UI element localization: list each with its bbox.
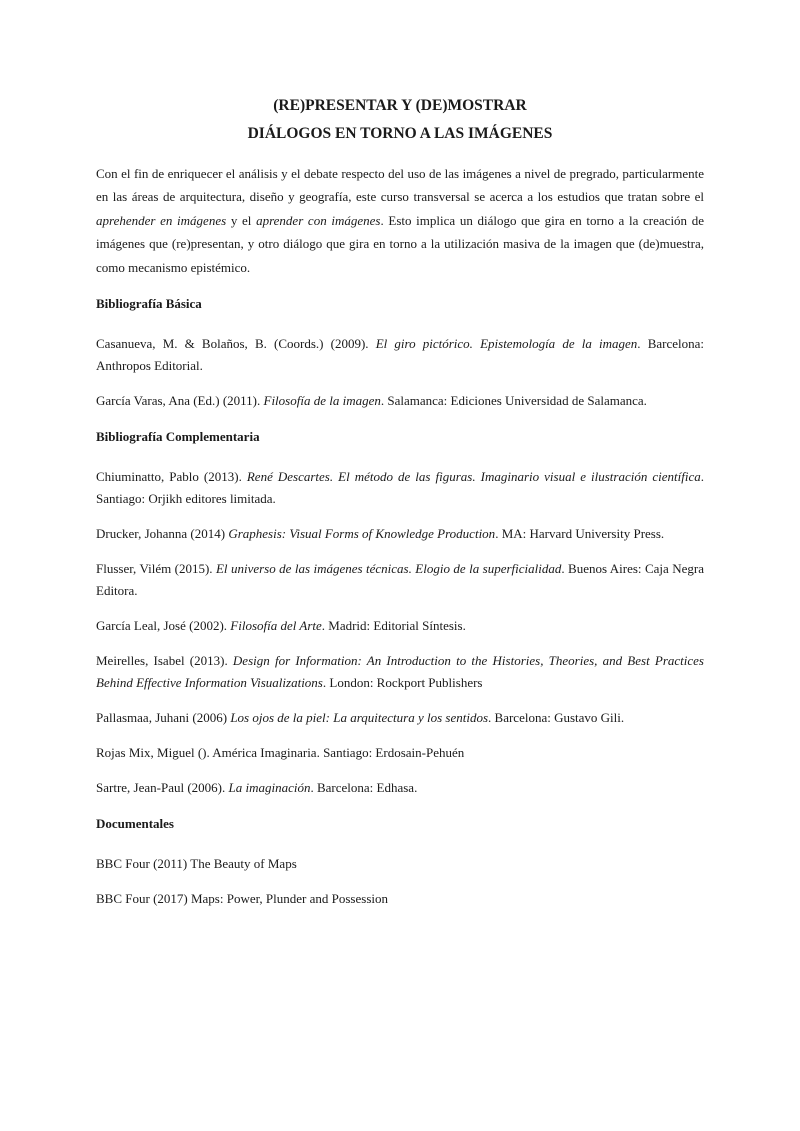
- ref-publisher: . Barcelona: Edhasa.: [310, 780, 418, 796]
- intro-text-1: Con el fin de enriquecer el análisis y el debate respecto del uso de las imágenes a nivel de pregrado, particularmente en las áreas de arquitectura, diseño y geografía, este curso transversal se acerca a los estudios que tratan sobre el: [96, 166, 704, 205]
- basic-ref: [96, 390, 704, 412]
- complementary-ref: [96, 777, 704, 799]
- intro-text-2: y el: [226, 212, 257, 228]
- ref-title: La imaginación: [228, 780, 311, 796]
- basic-ref: [96, 333, 704, 377]
- ref-publisher: . Madrid: Editorial Síntesis.: [321, 618, 466, 634]
- ref-publisher: . Santiago: Orjikh editores limitada.: [96, 469, 704, 507]
- complementary-ref: [96, 466, 704, 510]
- document-page: [96, 92, 704, 910]
- ref-title: Los ojos de la piel: La arquitectura y los sentidos: [230, 710, 489, 726]
- ref-author: Sartre, Jean-Paul (2006).: [96, 780, 229, 796]
- documentary-item: BBC Four (2011) The Beauty of Maps: [96, 856, 297, 872]
- document-title-line-1: (RE)PRESENTAR Y (DE)MOSTRAR: [273, 97, 527, 114]
- ref-publisher: . MA: Harvard University Press.: [495, 526, 665, 542]
- intro-italic-2: aprender con imágenes: [256, 212, 381, 228]
- complementary-ref: [96, 523, 704, 545]
- ref-title: René Descartes. El método de las figuras. Imaginario visual e ilustración científica: [246, 469, 701, 485]
- ref-title: El giro pictórico. Epistemología de la imagen: [375, 336, 638, 352]
- complementary-ref: [96, 615, 704, 637]
- ref-author: García Varas, Ana (Ed.) (2011).: [96, 393, 264, 409]
- ref-publisher: . Barcelona: Gustavo Gili.: [488, 710, 625, 726]
- ref-publisher: . Barcelona: Anthropos Editorial.: [96, 336, 705, 374]
- complementary-bibliography-heading: Bibliografía Complementaria: [96, 429, 260, 445]
- complementary-ref: [96, 558, 704, 602]
- ref-publisher: . Salamanca: Ediciones Universidad de Salamanca.: [380, 393, 647, 409]
- ref-title: Graphesis: Visual Forms of Knowledge Production: [228, 526, 496, 542]
- ref-title: Filosofía de la imagen: [263, 393, 381, 409]
- ref-title: El universo de las imágenes técnicas. Elogio de la superficialidad: [215, 561, 562, 577]
- ref-author: Rojas Mix, Miguel (). América Imaginaria. Santiago: Erdosain-Pehuén: [96, 745, 465, 761]
- ref-author: Flusser, Vilém (2015).: [96, 561, 216, 577]
- ref-author: García Leal, José (2002).: [96, 618, 231, 634]
- ref-author: Meirelles, Isabel (2013).: [96, 653, 233, 669]
- ref-publisher: . London: Rockport Publishers: [322, 675, 483, 691]
- ref-title: Design for Information: An Introduction to the Histories, Theories, and Best Practices Behind Effective Information Visualizations: [96, 653, 704, 691]
- ref-publisher: . Buenos Aires: Caja Negra Editora.: [96, 561, 704, 599]
- documentaries-heading: Documentales: [96, 816, 174, 832]
- document-title-line-2: DIÁLOGOS EN TORNO A LAS IMÁGENES: [247, 125, 553, 142]
- intro-italic-1: aprehender en imágenes: [96, 212, 227, 228]
- complementary-ref: [96, 707, 704, 729]
- ref-author: Drucker, Johanna (2014): [96, 526, 229, 542]
- complementary-ref: [96, 742, 704, 764]
- ref-author: Chiuminatto, Pablo (2013).: [96, 469, 247, 485]
- basic-bibliography-heading: Bibliografía Básica: [96, 296, 202, 312]
- intro-text-3: . Esto implica un diálogo que gira en torno a la creación de imágenes que (re)presentan, y otro diálogo que gira en torno a la utilización masiva de la imagen que (de)muestra, como mecanismo epistémico.: [96, 212, 704, 275]
- documentary-item: BBC Four (2017) Maps: Power, Plunder and Possession: [96, 891, 388, 907]
- intro-paragraph: [96, 162, 704, 279]
- ref-author: Casanueva, M. & Bolaños, B. (Coords.) (2009).: [96, 336, 376, 352]
- complementary-ref: [96, 650, 704, 694]
- ref-author: Pallasmaa, Juhani (2006): [96, 710, 231, 726]
- ref-title: Filosofía del Arte: [230, 618, 322, 634]
